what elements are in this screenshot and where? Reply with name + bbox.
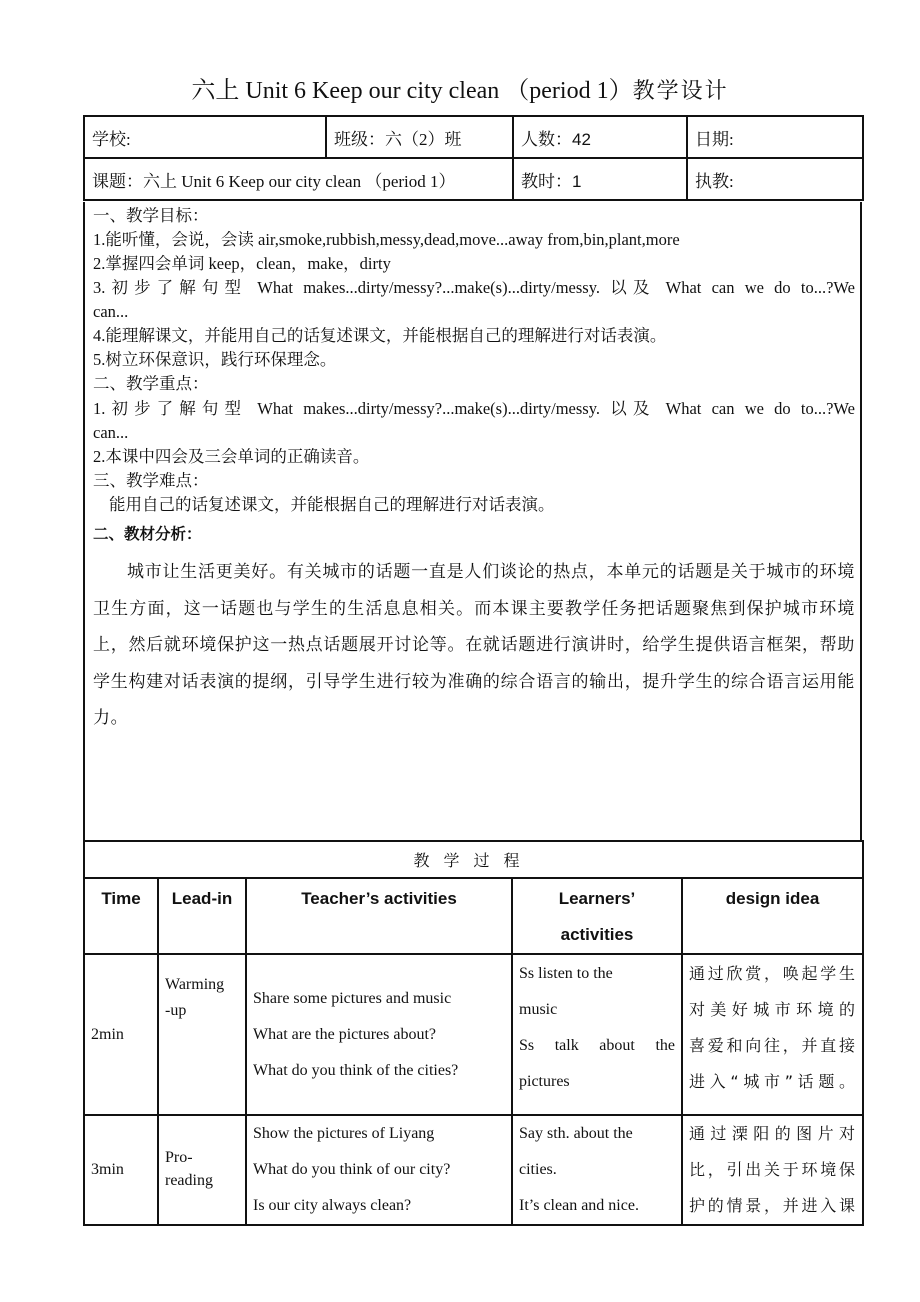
date-cell: 日期:: [687, 116, 863, 158]
process-header-row: [84, 878, 863, 954]
learners-line: Ss talk about the: [519, 1037, 675, 1054]
teacher-line: Share some pictures and music: [253, 989, 452, 1007]
time-cell: 2min: [84, 954, 158, 1115]
objectives-heading: 一、教学目标：: [93, 206, 209, 225]
column-header-lead-in: Lead-in: [158, 878, 246, 954]
school-cell: 学校:: [84, 116, 326, 158]
teacher-line: What are the pictures about?: [253, 1025, 437, 1043]
student-count-cell: 人数：42: [513, 116, 687, 158]
column-header-learners-activities: [512, 878, 682, 954]
objective-item: 5.树立环保意识，践行环保理念。: [93, 350, 337, 369]
design-line: 通过欣赏，唤起学生: [689, 964, 857, 983]
design-line: 进入“城市”话题。: [689, 1072, 857, 1091]
design-line: 通过溧阳的图片对: [689, 1124, 857, 1143]
column-header-design-idea: design idea: [682, 878, 863, 954]
document-title: [0, 74, 920, 109]
teacher-line: Show the pictures of Liyang: [253, 1125, 435, 1142]
info-row-1: [84, 116, 863, 158]
teaching-process-table: [83, 840, 864, 1226]
teacher-activities-cell: [246, 1115, 512, 1225]
column-header-time: Time: [84, 878, 158, 954]
class-cell: [326, 116, 513, 158]
lead-in-cell: [158, 954, 246, 1115]
time-cell: 3min: [84, 1115, 158, 1225]
objective-item: 4.能理解课文，并能用自己的话复述课文，并能根据自己的理解进行对话表演。: [93, 326, 667, 345]
design-line: 护的情景，并进入课: [689, 1196, 857, 1215]
design-idea-cell: [682, 1115, 863, 1225]
difficulty-item: 能用自己的话复述课文，并能根据自己的理解进行对话表演。: [109, 495, 555, 514]
teacher-line: What do you think of our city?: [253, 1161, 451, 1178]
lead-in-line: Warming: [165, 976, 225, 993]
difficulties-heading: 三、教学难点：: [93, 471, 209, 490]
analysis-heading: 二、教材分析：: [93, 525, 202, 543]
title-prefix: 六上 Unit 6 Keep our city clean （period 1）: [191, 78, 633, 104]
design-idea-cell: [682, 954, 863, 1115]
lead-in-line: -up: [165, 1002, 187, 1019]
teacher-line: Is our city always clean?: [253, 1197, 412, 1214]
learners-header-text: Learners’ activities: [558, 889, 636, 944]
learners-line: pictures: [519, 1073, 570, 1090]
teacher-activities-cell: [246, 954, 512, 1115]
objective-item: can...: [93, 302, 129, 321]
column-header-teacher-activities: Teacher’s activities: [246, 878, 512, 954]
learners-line: It’s clean and nice.: [519, 1197, 639, 1214]
analysis-paragraph: 城市让生活更美好。有关城市的话题一直是人们谈论的热点，本单元的话题是关于城市的环境卫生方面，这一话题也与学生的生活息息相关。而本课主要教学任务把话题聚焦到保护城市环境上，然后就环境保护这一热点话题展开讨论等。在就话题进行演讲时，给学生提供语言框架，帮助学生构建对话表演的提纲，引导学生进行较为准确的综合语言的输出，提升学生的综合语言运用能力。: [93, 562, 855, 727]
key-point-item: 1.初步了解句型 What makes...dirty/messy?...make(s)...dirty/messy. 以及 What can we do to...?We: [93, 399, 855, 418]
design-line: 比，引出关于环境保: [689, 1160, 857, 1179]
lead-in-cell: [158, 1115, 246, 1225]
learners-line: cities.: [519, 1161, 557, 1178]
learners-activities-cell: [512, 954, 682, 1115]
class-value: 班级：六（2）班: [334, 129, 462, 149]
learners-line: Say sth. about the: [519, 1125, 633, 1142]
learners-activities-cell: [512, 1115, 682, 1225]
key-points-heading: 二、教学重点：: [93, 374, 209, 393]
info-row-2: [84, 158, 863, 200]
info-table: [83, 115, 864, 201]
design-line: 对美好城市环境的: [689, 1000, 857, 1019]
design-line: 喜爱和向往，并直接: [689, 1036, 857, 1055]
lead-in-line: reading: [165, 1172, 213, 1189]
table-row: [84, 954, 863, 1115]
objective-item: 3.初步了解句型 What makes...dirty/messy?...make(s)...dirty/messy. 以及 What can we do to...?We: [93, 278, 855, 297]
key-point-item: can...: [93, 423, 129, 442]
learners-line: music: [519, 1001, 558, 1018]
title-suffix: 教学设计: [632, 79, 729, 104]
topic-cell: 课题：六上 Unit 6 Keep our city clean （period 1）: [84, 158, 513, 200]
table-row: [84, 1115, 863, 1225]
periods-cell: 教时：1: [513, 158, 687, 200]
lesson-content-section: [83, 202, 862, 840]
process-band-title: 教学过程: [84, 841, 863, 878]
process-band-row: [84, 841, 863, 878]
lead-in-line: Pro-: [165, 1149, 193, 1166]
teacher-line: What do you think of the cities?: [253, 1061, 459, 1079]
objective-item: 1.能听懂，会说，会读 air,smoke,rubbish,messy,dead,move...away from,bin,plant,more: [93, 230, 680, 249]
learners-line: Ss listen to the: [519, 965, 613, 982]
objective-item: 2.掌握四会单词 keep，clean，make，dirty: [93, 254, 391, 273]
teacher-cell: 执教:: [687, 158, 863, 200]
key-point-item: 2.本课中四会及三会单词的正确读音。: [93, 447, 370, 466]
